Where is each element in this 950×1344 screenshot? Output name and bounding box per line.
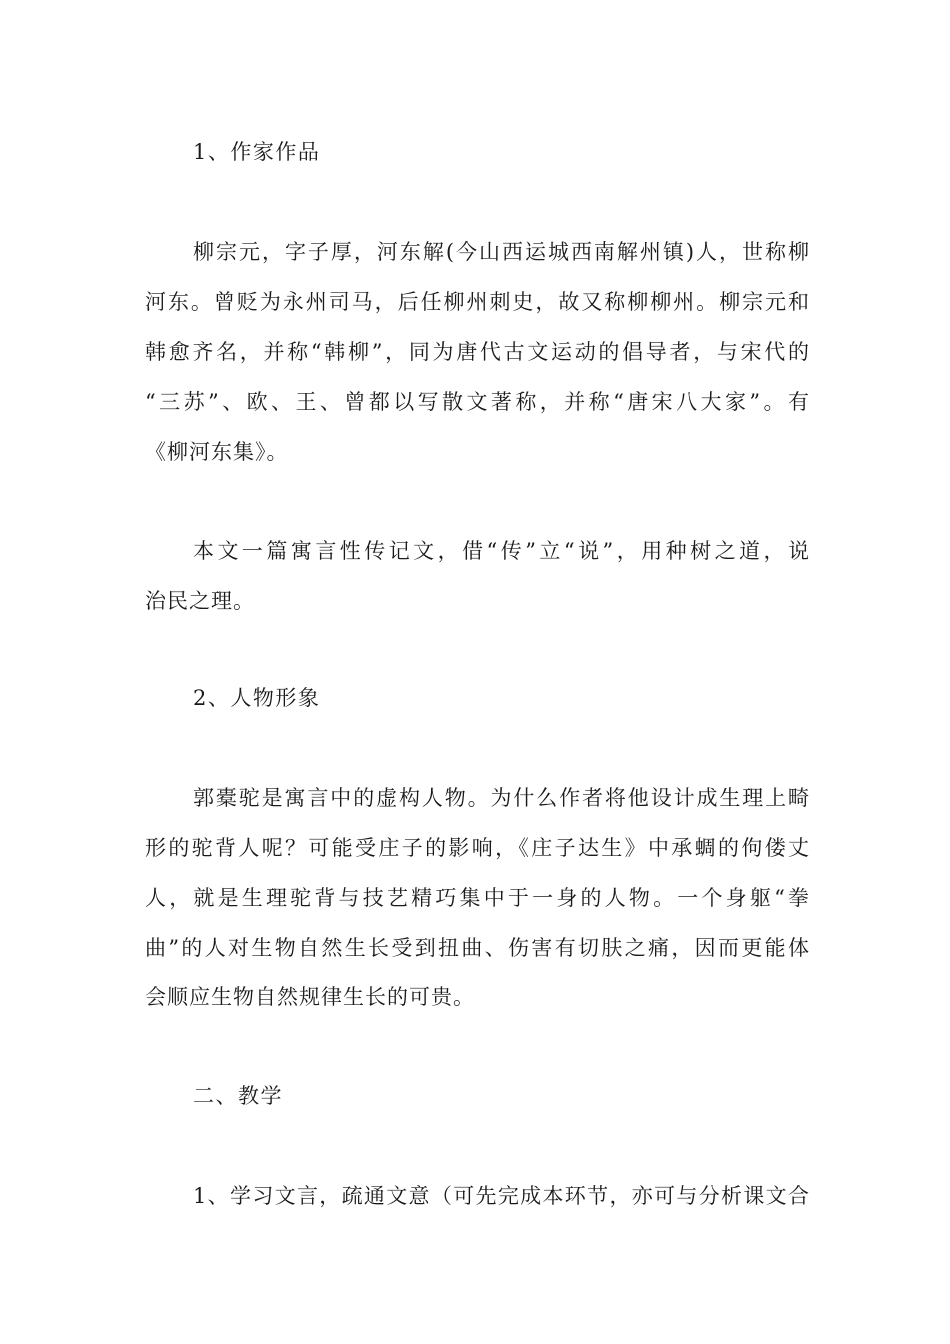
paragraph-line: 河东。曾贬为永州司马，后任柳州刺史，故又称柳柳州。柳宗元和 <box>145 290 810 314</box>
section-heading: 2、人物形象 <box>193 686 321 710</box>
paragraph-line: 会顺应生物自然规律生长的可贵。 <box>145 985 475 1009</box>
paragraph-line: 人，就是生理驼背与技艺精巧集中于一身的人物。一个身躯“拳 <box>145 886 810 910</box>
paragraph-line: 柳宗元，字子厚，河东解(今山西运城西南解州镇)人，世称柳 <box>193 240 810 264</box>
paragraph-line: 形的驼背人呢？可能受庄子的影响，《庄子达生》中承蜩的佝偻丈 <box>145 836 810 860</box>
section-heading: 二、教学 <box>193 1084 283 1108</box>
paragraph-line: 曲”的人对生物自然生长受到扭曲、伤害有切肤之痛，因而更能体 <box>145 936 810 960</box>
paragraph-line: “三苏”、欧、王、曾都以写散文著称，并称“唐宋八大家”。有 <box>145 390 810 414</box>
section-heading: 1、作家作品 <box>193 140 321 164</box>
paragraph-line: 本文一篇寓言性传记文，借“传”立“说”，用种树之道，说 <box>193 539 810 563</box>
paragraph-line: 韩愈齐名，并称“韩柳”，同为唐代古文运动的倡导者，与宋代的 <box>145 340 810 364</box>
paragraph-line: 治民之理。 <box>145 589 255 613</box>
paragraph-line: 郭橐驼是寓言中的虚构人物。为什么作者将他设计成生理上畸 <box>193 786 810 810</box>
section-heading: 1、学习文言，疏通文意（可先完成本环节，亦可与分析课文合 <box>193 1184 810 1208</box>
paragraph-line: 《柳河东集》。 <box>145 440 289 464</box>
